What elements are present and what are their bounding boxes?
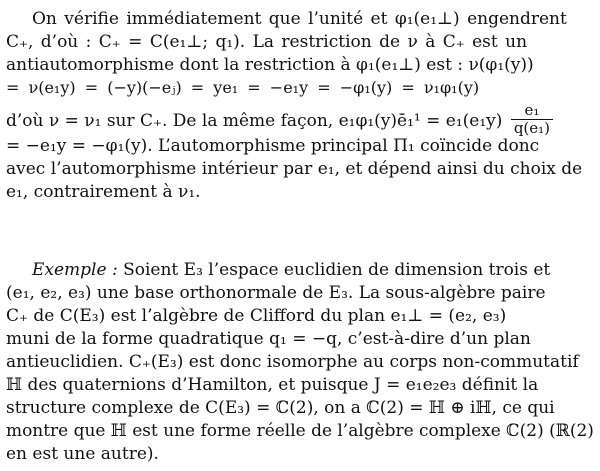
text-line: montre que ℍ est une forme réelle de l’algèbre complexe ℂ(2) (ℝ(2)	[6, 421, 594, 441]
fraction	[511, 102, 553, 137]
text-line-segment: d’où ν = ν₁ sur C₊. De la même façon, e₁φ₁(y)ē₁¹ = e₁(e₁y)	[6, 111, 503, 131]
text-line: antiautomorphisme dont la restriction à φ₁(e₁⊥) est : ν(φ₁(y))	[6, 55, 534, 75]
text-line: e₁, contrairement à ν₁.	[6, 182, 201, 202]
text-line	[32, 259, 550, 281]
text-line: = −e₁y = −φ₁(y). L’automorphisme principal Π₁ coïncide donc	[6, 136, 540, 156]
text-line: C₊, d’où : C₊ = C(e₁⊥; q₁). La restriction de ν à C₊ est un	[6, 32, 528, 52]
text-line-segment: Soient E₃ l’espace euclidien de dimension trois et	[123, 260, 551, 280]
fraction-numerator: e₁	[511, 102, 553, 120]
text-line: antieuclidien. C₊(E₃) est donc isomorphe au corps non-commutatif	[6, 352, 579, 372]
text-line: C₊ de C(E₃) est l’algèbre de Clifford du plan e₁⊥ = (e₂, e₃)	[6, 306, 507, 326]
text-line: On vérifie immédiatement que l’unité et φ₁(e₁⊥) engendrent	[32, 9, 567, 29]
text-line: structure complexe de C(E₃) = ℂ(2), on a ℂ(2) = ℍ ⊕ iℍ, ce qui	[6, 398, 555, 418]
text-line: (e₁, e₂, e₃) une base orthonormale de E₃. La sous-algèbre paire	[6, 283, 546, 303]
text-line: muni de la forme quadratique q₁ = −q, c’est-à-dire d’un plan	[6, 329, 531, 349]
text-line: avec l’automorphisme intérieur par e₁, et dépend ainsi du choix de	[6, 159, 583, 179]
fraction-denominator: q(e₁)	[513, 119, 551, 137]
text-line: en est une autre).	[6, 444, 159, 464]
text-line: = ν(e₁y) = (−y)(−eⱼ) = ye₁ = −e₁y = −φ₁(y) = ν₁φ₁(y)	[6, 78, 480, 97]
text-line: ℍ des quaternions d’Hamilton, et puisque J = e₁e₂e₃ définit la	[6, 375, 539, 395]
example-label: Exemple :	[32, 260, 118, 280]
text-line	[6, 101, 556, 137]
